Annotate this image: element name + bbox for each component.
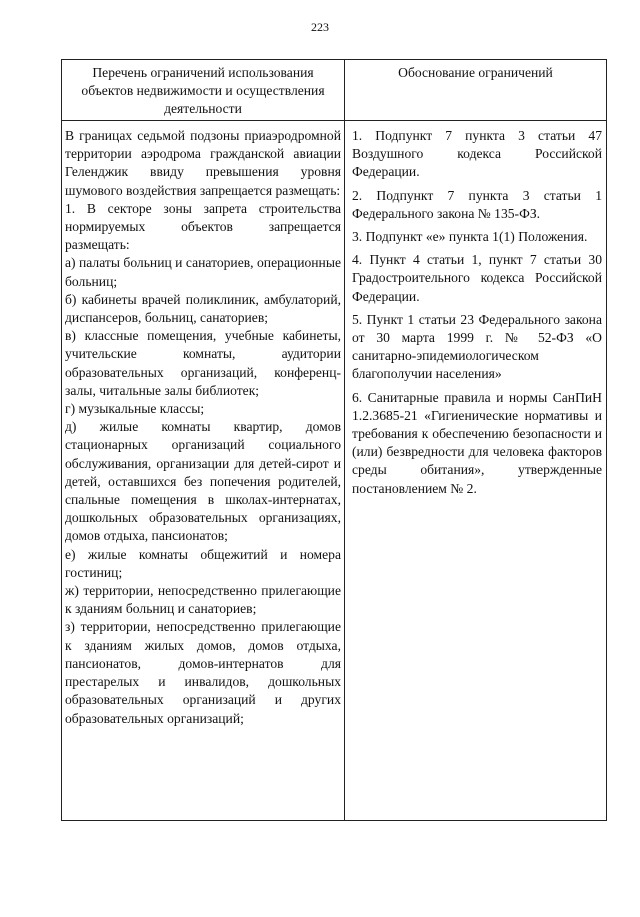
- header-justification-text: Обоснование ограничений: [398, 65, 553, 80]
- justification-item-6: 6. Санитарные правила и нормы СанПиН 1.2.3685-21 «Гигиенические нормативы и требования к обеспечению безопасности и (или) безвредности для человека факторов среды обитания», утвержденные постановлением № 2.: [352, 389, 602, 496]
- restrictions-table: [61, 59, 607, 821]
- justification-cell: [345, 121, 607, 821]
- restriction-item-z: з) территории, непосредственно прилегающие к зданиям жилых домов, домов отдыха, пансионатов, домов-интернатов для престарелых и инвалидов, дошкольных образовательных организаций и других образовательных организаций;: [65, 619, 341, 726]
- justification-item-2: 2. Подпункт 7 пункта 3 статьи 1 Федерального закона № 135-ФЗ.: [352, 187, 602, 221]
- table-row: [62, 121, 607, 821]
- page-number: 223: [311, 20, 329, 34]
- header-restrictions: [62, 60, 345, 121]
- restriction-item-a: а) палаты больниц и санаториев, операционные больниц;: [65, 255, 341, 289]
- restrictions-cell: [62, 121, 345, 821]
- restriction-intro: В границах седьмой подзоны приаэродромной территории аэродрома гражданской авиации Геленджик ввиду превышения уровня шумового воздействия запрещается размещать:: [65, 128, 341, 198]
- restriction-item-zh: ж) территории, непосредственно прилегающие к зданиям больниц и санаториев;: [65, 583, 341, 617]
- restriction-item-d: д) жилые комнаты квартир, домов стационарных организаций социального обслуживания, организации для детей-сирот и детей, оставшихся без попечения родителей, спальные помещения в школах-интернатах, дошкольных образовательных организациях, домов отдыха, пансионатов;: [65, 419, 341, 544]
- restriction-item-b: б) кабинеты врачей поликлиник, амбулаторий, диспансеров, больниц, санаториев;: [65, 291, 341, 326]
- justification-item-1: 1. Подпункт 7 пункта 3 статьи 47 Воздушного кодекса Российской Федерации.: [352, 128, 602, 180]
- restriction-item-g: г) музыкальные классы;: [65, 401, 205, 417]
- header-justification: [345, 60, 607, 121]
- restriction-item-v: в) классные помещения, учебные кабинеты, учительские комнаты, аудитории образовательных организаций, конференц-залы, читальные залы библиотек;: [65, 328, 341, 398]
- justification-item-5: 5. Пункт 1 статьи 23 Федерального закона от 30 марта 1999 г. № 52-ФЗ «О санитарно-эпидемиологическом благополучии населения»: [352, 311, 602, 382]
- justification-item-3: 3. Подпункт «е» пункта 1(1) Положения.: [352, 229, 588, 245]
- restriction-item-e: е) жилые комнаты общежитий и номера гостиниц;: [65, 546, 341, 580]
- header-restrictions-text: Перечень ограничений использования объектов недвижимости и осуществления деятельности: [81, 65, 325, 117]
- table-header-row: [62, 60, 607, 121]
- justification-item-4: 4. Пункт 4 статьи 1, пункт 7 статьи 30 Градостроительного кодекса Российской Федерации.: [352, 252, 602, 304]
- restriction-item-1: 1. В секторе зоны запрета строительства нормируемых объектов запрещается размещать:: [65, 200, 341, 253]
